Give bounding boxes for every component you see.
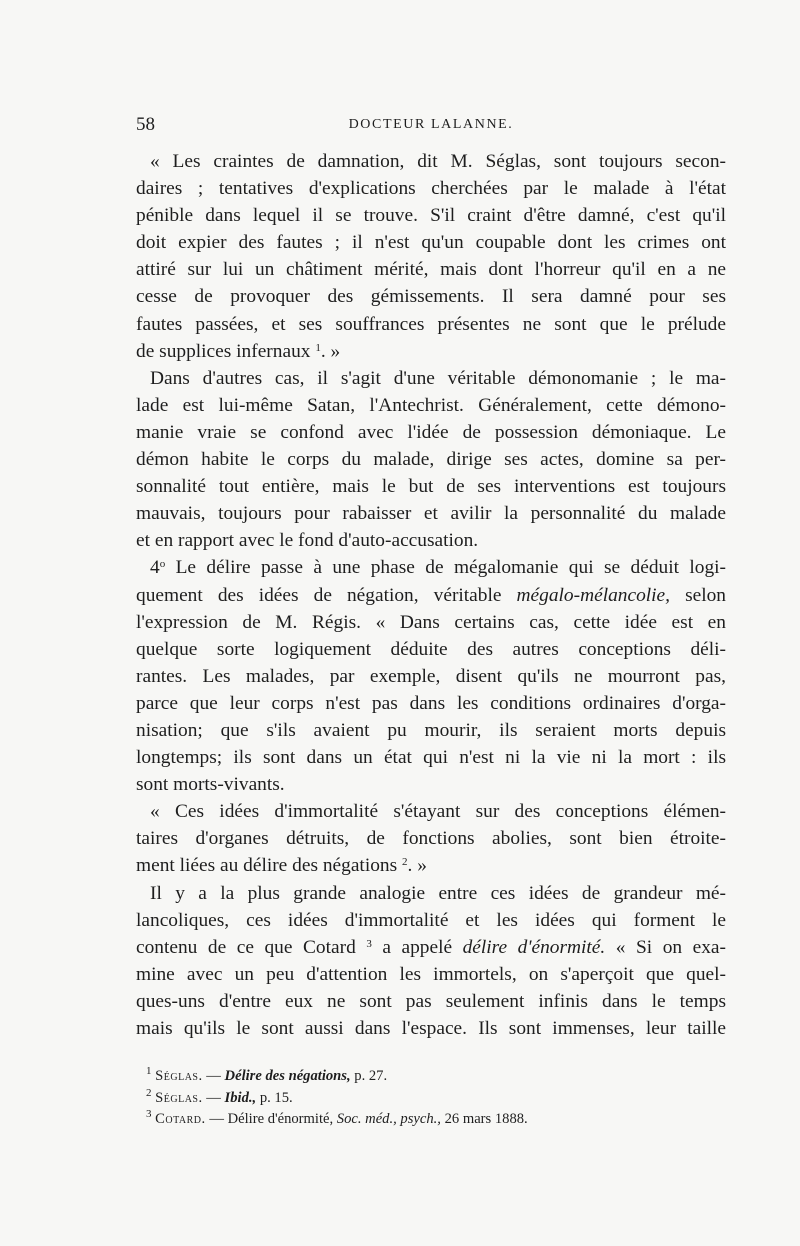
footnote-number: 1 (146, 1065, 152, 1077)
paragraph-3 (136, 554, 726, 798)
text-fragment: 4 (150, 557, 160, 579)
text-line (136, 338, 726, 365)
text-line: « Les craintes de damnation, dit M. Séglas, sont toujours secon- (150, 151, 726, 172)
ordinal-marker: o (159, 558, 166, 571)
text-line: mine avec un peu d'attention les immortels, on s'aperçoit que quel- (136, 963, 726, 985)
text-line: rantes. Les malades, par exemple, disent qu'ils ne mourront pas, (136, 665, 726, 687)
footnote-dash: — (202, 1068, 225, 1084)
running-head: DOCTEUR LALANNE. (348, 117, 514, 132)
page-number: 58 (136, 114, 155, 135)
text-fragment: quement des idées de négation, véritable (136, 584, 517, 606)
text-fragment: ment liées au délire des négations (136, 855, 398, 877)
paragraph-2 (136, 365, 726, 555)
text-line (136, 582, 726, 609)
footnote-2 (146, 1088, 726, 1110)
footnote-plain: Délire d'énormité, (227, 1111, 337, 1127)
footnote-ref[interactable]: 1 (315, 341, 321, 354)
text-line: doit expier des fautes ; il n'est qu'un coupable dont les crimes ont (136, 232, 726, 254)
text-line: nisation; que s'ils avaient pu mourir, ils seraient morts depuis (136, 719, 726, 741)
text-line: longtemps; ils sont dans un état qui n'est ni la vie ni la mort : ils (136, 747, 726, 769)
paragraph-1 (136, 148, 726, 365)
text-line: lade est lui-même Satan, l'Antechrist. Généralement, cette démono- (136, 394, 726, 416)
footnote-ref[interactable]: 2 (402, 856, 408, 869)
text-line: lancoliques, ces idées d'immortalité et les idées qui forment le (136, 909, 726, 931)
text-fragment: . » (407, 855, 427, 877)
text-line (136, 554, 726, 581)
text-line: parce que leur corps n'est pas dans les conditions ordinaires d'orga- (136, 692, 726, 714)
text-line: Dans d'autres cas, il s'agit d'une véritable démonomanie ; le ma- (150, 367, 726, 389)
text-line: quelque sorte logiquement déduite des autres conceptions déli- (136, 638, 726, 660)
text-line: mauvais, toujours pour rabaisser et avilir la personnalité du malade (136, 503, 726, 525)
text-line: l'expression de M. Régis. « Dans certains cas, cette idée est en (136, 611, 726, 633)
text-line: et en rapport avec le fond d'auto-accusation. (136, 530, 479, 552)
footnote-dash: — (202, 1089, 225, 1106)
text-fragment: . » (320, 340, 341, 362)
footnote-author: Séglas. (155, 1068, 203, 1084)
text-line: ques-uns d'entre eux ne sont pas seulement infinis dans le temps (136, 990, 726, 1012)
text-fragment: Le délire passe à une phase de mégalomanie qui se déduit logi- (165, 557, 726, 579)
footnote-dash: — (205, 1111, 228, 1127)
text-fragment: de supplices infernaux (136, 340, 311, 362)
text-line: démon habite le corps du malade, dirige ses actes, domine sa per- (136, 449, 726, 471)
body-text (136, 148, 726, 1042)
italic-term: délire d'énormité. (462, 936, 606, 958)
italic-term: mégalo-mélancolie, (516, 584, 671, 606)
text-line (136, 934, 726, 961)
paragraph-4 (136, 798, 726, 879)
footnote-title: Soc. méd., psych., (336, 1111, 441, 1127)
text-line: mais qu'ils le sont aussi dans l'espace. Ils sont immenses, leur taille (136, 1018, 726, 1039)
footnote-1 (146, 1066, 726, 1088)
text-line: cesse de provoquer des gémissements. Il sera damné pour ses (136, 286, 726, 308)
footnote-number: 3 (146, 1108, 152, 1120)
footnote-author: Séglas. (155, 1089, 203, 1106)
text-line: fautes passées, et ses souffrances présentes ne sont que le prélude (136, 313, 726, 335)
text-line: pénible dans lequel il se trouve. S'il craint d'être damné, c'est qu'il (136, 205, 726, 227)
text-fragment: selon (670, 584, 727, 606)
footnote-ref[interactable]: 3 (366, 937, 372, 950)
text-fragment: « Si on exa- (605, 936, 726, 958)
footnotes (146, 1066, 726, 1131)
text-fragment: contenu de ce que Cotard (136, 936, 367, 958)
text-line: sonnalité tout entière, mais le but de ses interventions est toujours (136, 476, 726, 498)
footnote-number: 2 (146, 1086, 152, 1099)
text-line: manie vraie se confond avec l'idée de possession démoniaque. Le (136, 421, 726, 443)
text-line: attiré sur lui un châtiment mérité, mais dont l'horreur qu'il en a ne (136, 259, 726, 281)
text-line: sont morts-vivants. (136, 774, 285, 796)
text-line: daires ; tentatives d'explications cherchées par le malade à l'état (136, 178, 726, 200)
footnote-title: Ibid., (224, 1089, 257, 1106)
footnote-3 (146, 1109, 726, 1131)
text-line: Il y a la plus grande analogie entre ces idées de grandeur mé- (150, 882, 726, 904)
page-header (136, 114, 726, 138)
text-line: taires d'organes détruits, de fonctions abolies, sont bien étroite- (136, 828, 726, 850)
footnote-rest: p. 27. (350, 1068, 388, 1084)
text-line (136, 852, 726, 879)
footnote-rest: p. 15. (256, 1089, 293, 1106)
text-line: « Ces idées d'immortalité s'étayant sur des conceptions élémen- (150, 801, 726, 823)
footnote-rest: 26 mars 1888. (440, 1111, 528, 1127)
text-fragment: a appelé (371, 936, 463, 958)
paragraph-5 (136, 880, 726, 1043)
footnote-title: Délire des négations, (224, 1068, 351, 1084)
footnote-author: Cotard. (155, 1111, 206, 1127)
